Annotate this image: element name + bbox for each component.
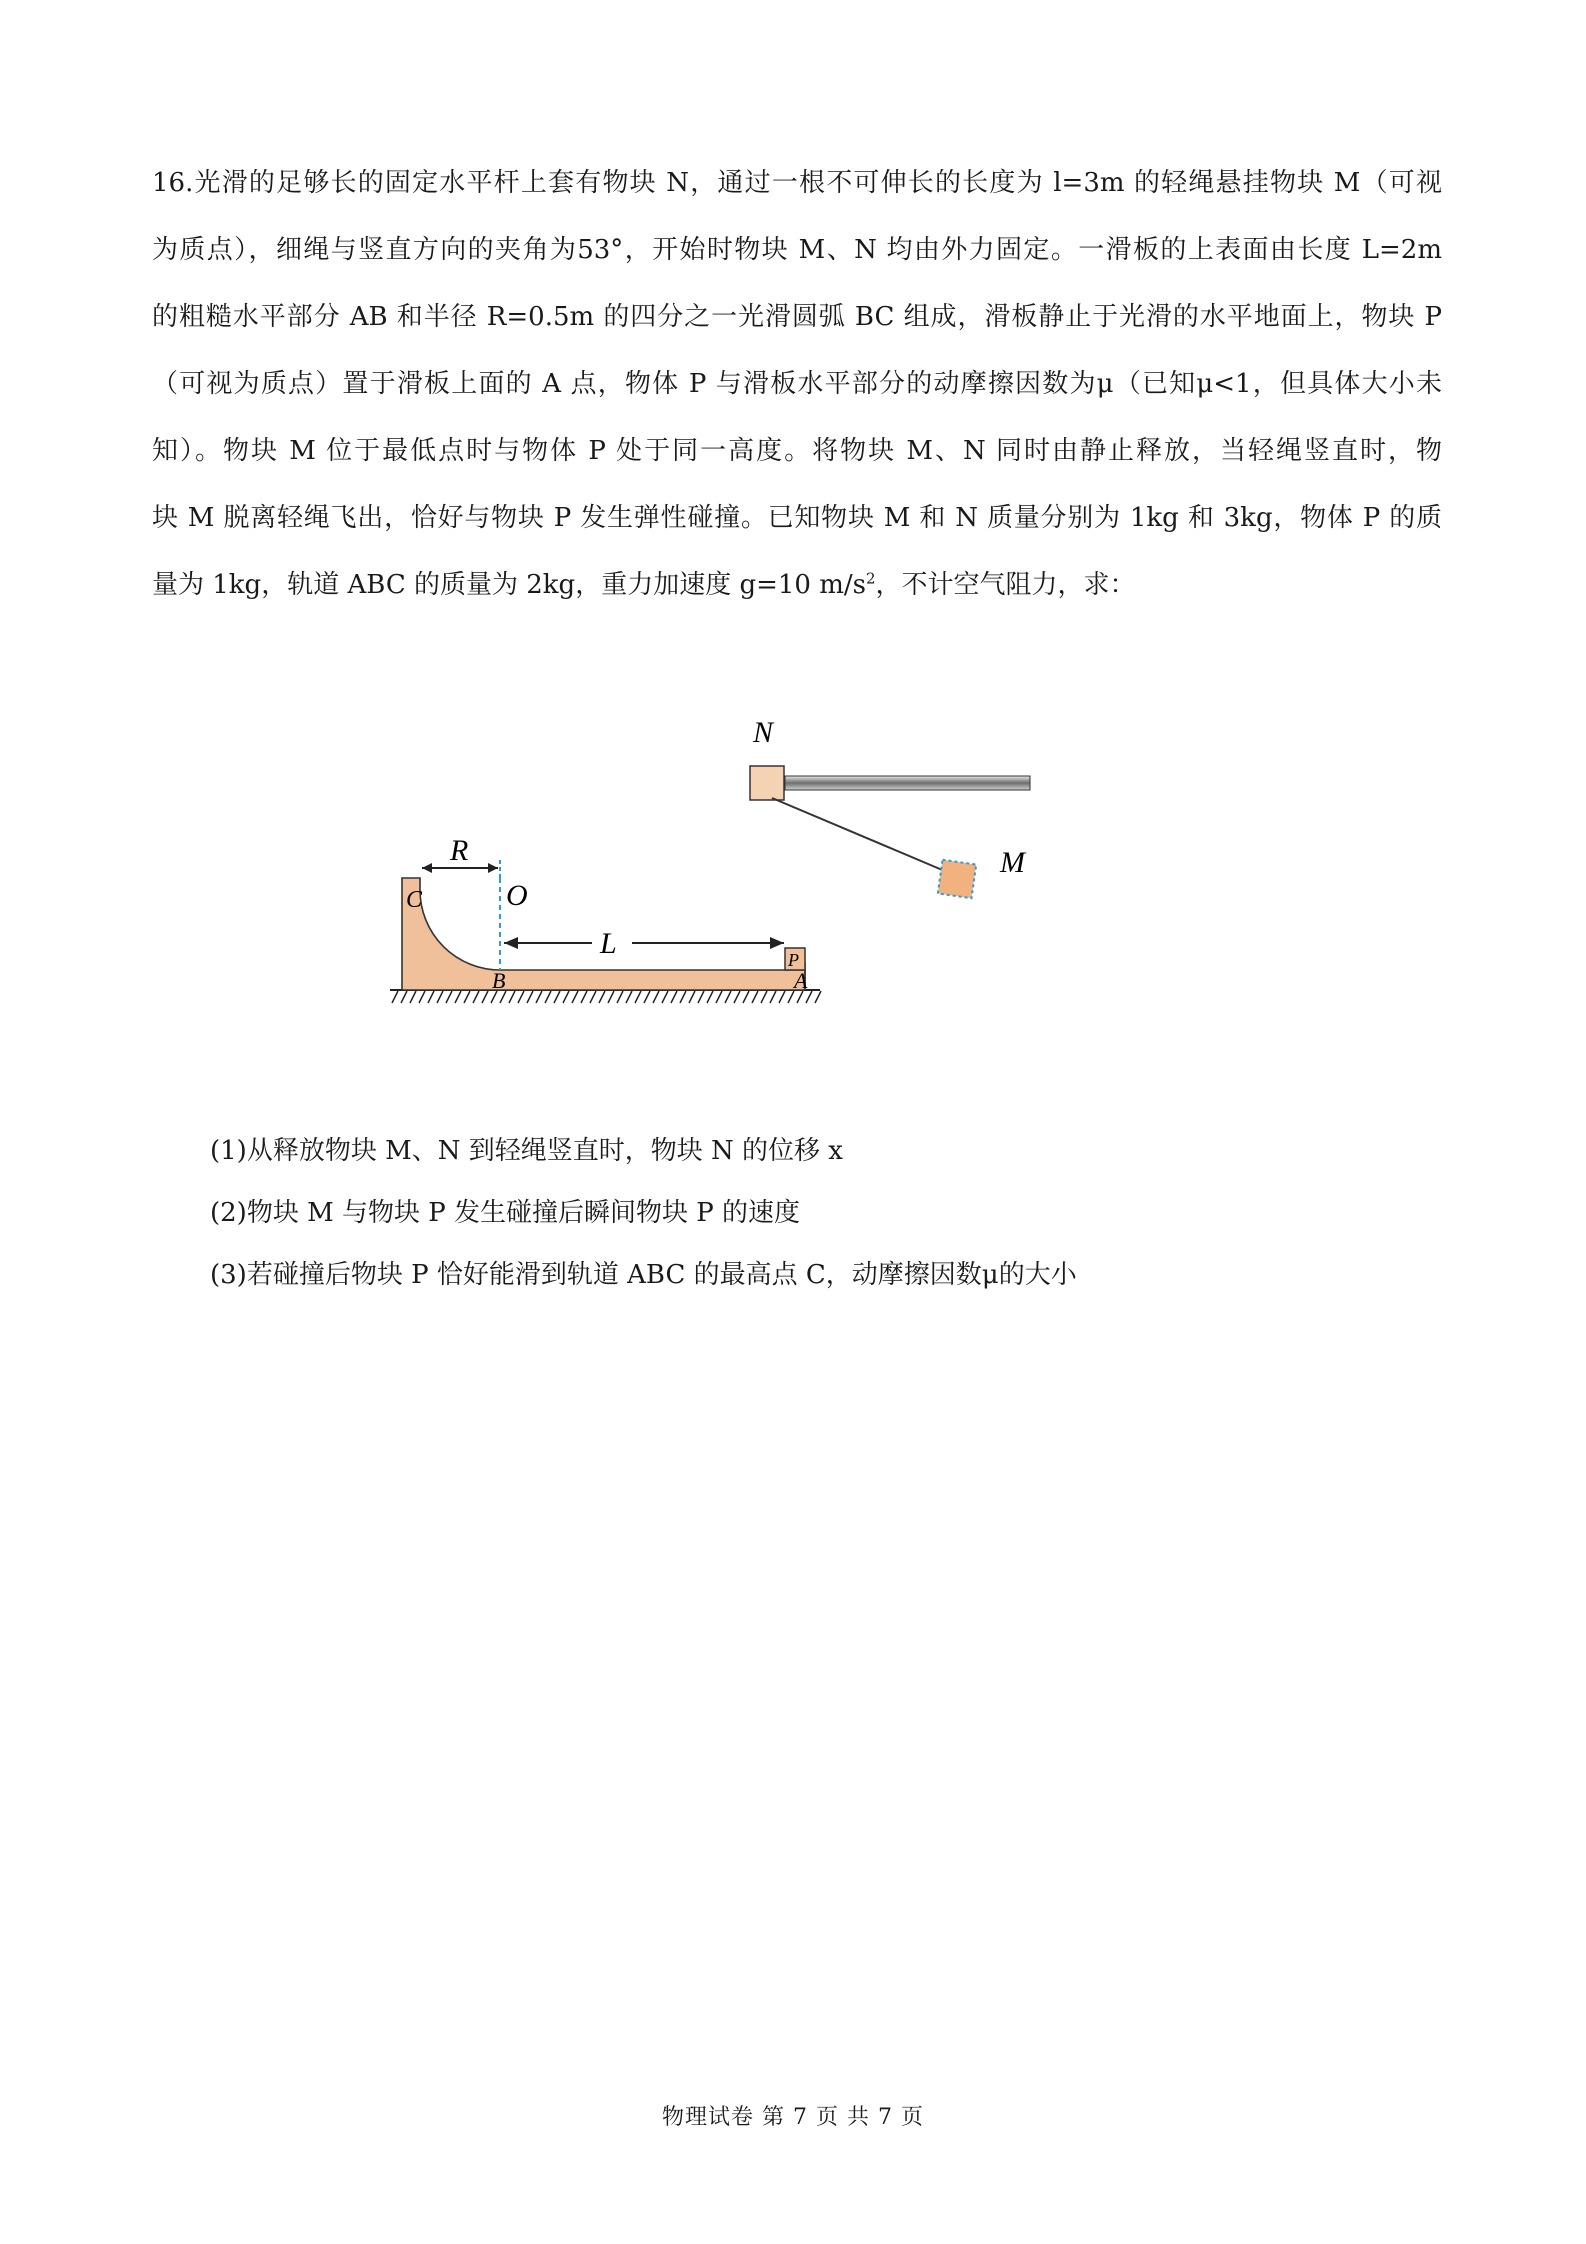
ground-hatch — [698, 991, 704, 1003]
ground-hatch — [680, 991, 686, 1003]
ground-hatch — [653, 991, 659, 1003]
question-1: (1)从释放物块 M、N 到轻绳竖直时，物块 N 的位移 x — [210, 1136, 843, 1166]
page-footer: 物理试卷 第 7 页 共 7 页 — [662, 2105, 924, 2130]
question-3: (3)若碰撞后物块 P 恰好能滑到轨道 ABC 的最高点 C，动摩擦因数μ的大小 — [210, 1260, 1077, 1290]
problem-line: 16.光滑的足够长的固定水平杆上套有物块 N，通过一根不可伸长的长度为 l=3m 的轻绳悬挂物块 M（可视 — [152, 168, 1442, 198]
ground-hatch — [599, 991, 605, 1003]
ground-hatch — [662, 991, 668, 1003]
ground-hatch — [626, 991, 632, 1003]
question-2: (2)物块 M 与物块 P 发生碰撞后瞬间物块 P 的速度 — [210, 1198, 801, 1228]
label-a: A — [794, 968, 808, 993]
label-o: O — [506, 879, 528, 912]
ground-hatch — [455, 991, 461, 1003]
ground-hatch — [761, 991, 767, 1003]
ground-hatch — [554, 991, 560, 1003]
ground-hatch — [482, 991, 488, 1003]
ground-hatch — [725, 991, 731, 1003]
label-c: C — [406, 887, 423, 913]
problem-line: 块 M 脱离轻绳飞出，恰好与物块 P 发生弹性碰撞。已知物块 M 和 N 质量分别为 1kg 和 3kg，物体 P 的质 — [152, 503, 1442, 533]
ground-hatch — [428, 991, 434, 1003]
ground-hatch — [689, 991, 695, 1003]
ground-hatch — [734, 991, 740, 1003]
ground-hatch — [608, 991, 614, 1003]
ground-hatch — [536, 991, 542, 1003]
label-p: P — [788, 950, 799, 970]
ground-hatch — [752, 991, 758, 1003]
ground-hatch — [671, 991, 677, 1003]
ground-hatch — [572, 991, 578, 1003]
ground-hatch — [527, 991, 533, 1003]
block-m — [938, 860, 976, 898]
ground-hatch — [635, 991, 641, 1003]
problem-line: 为质点），细绳与竖直方向的夹角为53°，开始时物块 M、N 均由外力固定。一滑板的上表面由长度 L=2m — [152, 235, 1442, 265]
ground-hatch — [644, 991, 650, 1003]
label-n: N — [753, 716, 774, 749]
label-b: B — [492, 968, 506, 993]
problem-line: 知）。物块 M 位于最低点时与物体 P 处于同一高度。将物块 M、N 同时由静止释放，当轻绳竖直时，物 — [152, 436, 1442, 466]
ground-hatch — [716, 991, 722, 1003]
ground-hatch — [707, 991, 713, 1003]
rope — [772, 798, 947, 872]
problem-line: （可视为质点）置于滑板上面的 A 点，物体 P 与滑板水平部分的动摩擦因数为μ（已知μ<1，但具体大小未 — [152, 369, 1442, 399]
ground-hatch — [590, 991, 596, 1003]
ground-hatch — [563, 991, 569, 1003]
horizontal-rod — [785, 776, 1030, 790]
ground-hatch — [392, 991, 398, 1003]
block-n — [750, 766, 784, 800]
ground-hatch — [410, 991, 416, 1003]
label-l: L — [600, 927, 617, 960]
question-list — [210, 1120, 1077, 1306]
ground-hatch — [815, 991, 821, 1003]
physics-diagram — [380, 700, 1040, 1030]
ground-hatch — [473, 991, 479, 1003]
problem-line: 的粗糙水平部分 AB 和半径 R=0.5m 的四分之一光滑圆弧 BC 组成，滑板静止于光滑的水平地面上，物块 P — [152, 302, 1442, 332]
ground-hatch — [401, 991, 407, 1003]
ground-hatch — [545, 991, 551, 1003]
ground-hatch — [617, 991, 623, 1003]
ground-hatch — [464, 991, 470, 1003]
ground — [390, 990, 821, 1003]
ground-hatch — [446, 991, 452, 1003]
ground-hatch — [581, 991, 587, 1003]
label-r: R — [450, 834, 469, 867]
problem-line-last: 量为 1kg，轨道 ABC 的质量为 2kg，重力加速度 g=10 $m/s^2$，不计空气阻力，求： — [152, 569, 1136, 600]
ground-hatch — [437, 991, 443, 1003]
ground-hatch — [518, 991, 524, 1003]
problem-text — [152, 150, 1442, 619]
ground-hatch — [743, 991, 749, 1003]
ground-hatch — [509, 991, 515, 1003]
label-m: M — [1000, 846, 1025, 879]
ground-hatch — [770, 991, 776, 1003]
ground-hatch — [779, 991, 785, 1003]
ground-hatch — [419, 991, 425, 1003]
